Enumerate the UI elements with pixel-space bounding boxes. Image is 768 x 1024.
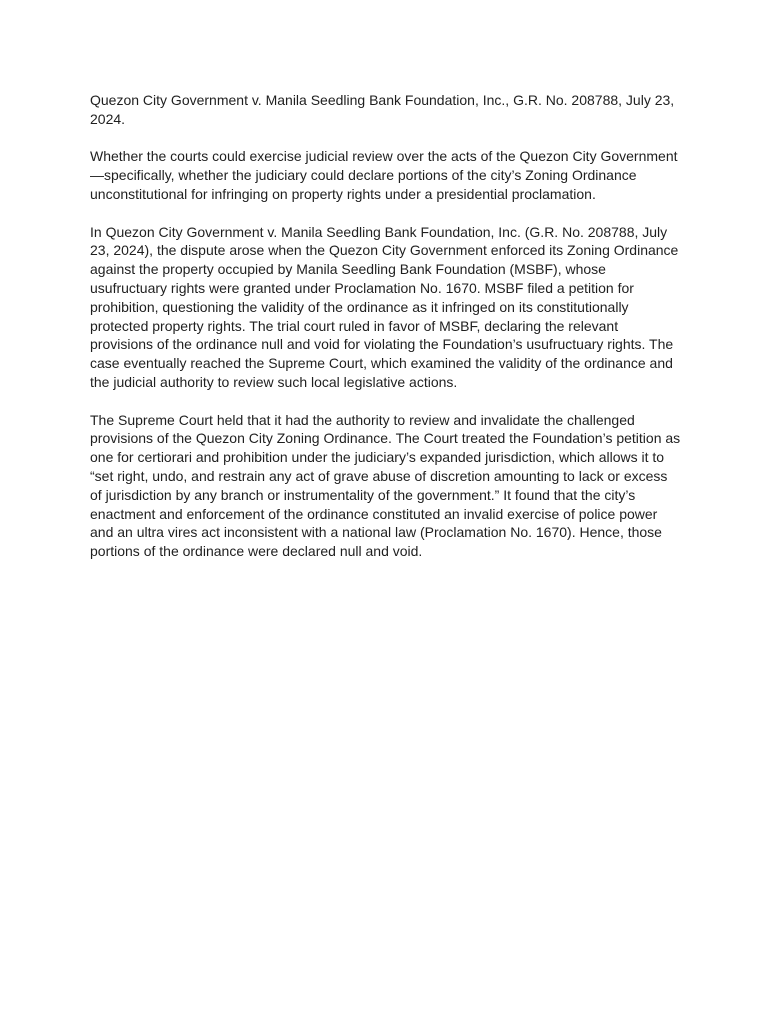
ruling-paragraph: The Supreme Court held that it had the authority to review and invalidate the challenged provisions of the Quezon City Zoning Ordinance. The Court treated the Foundation’s petition as one for certiorari and prohibition under the judiciary’s expanded jurisdiction, which allows it to “set right, undo, and restrain any act of grave abuse of discretion amounting to lack or excess of jurisdiction by any branch or instrumentality of the government.” It found that the city’s enactment and enforcement of the ordinance constituted an invalid exercise of police power and an ultra vires act inconsistent with a national law (Proclamation No. 1670). Hence, those portions of the ordinance were declared null and void.	[90, 411, 681, 560]
facts-paragraph: In Quezon City Government v. Manila Seedling Bank Foundation, Inc. (G.R. No. 208788, July 23, 2024), the dispute arose when the Quezon City Government enforced its Zoning Ordinance against the property occupied by Manila Seedling Bank Foundation (MSBF), whose usufructuary rights were granted under Proclamation No. 1670. MSBF filed a petition for prohibition, questioning the validity of the ordinance as it infringed on its constitutionally protected property rights. The trial court ruled in favor of MSBF, declaring the relevant provisions of the ordinance null and void for violating the Foundation’s usufructuary rights. The case eventually reached the Supreme Court, which examined the validity of the ordinance and the judicial authority to review such local legislative actions.	[90, 223, 679, 390]
issue-paragraph: Whether the courts could exercise judicial review over the acts of the Quezon City Government—specifically, whether the judiciary could declare portions of the city’s Zoning Ordinance unconstitutional for infringing on property rights under a presidential proclamation.	[90, 148, 678, 202]
case-citation: Quezon City Government v. Manila Seedling Bank Foundation, Inc., G.R. No. 208788, July 23, 2024.	[90, 92, 675, 127]
document-body	[90, 91, 682, 580]
